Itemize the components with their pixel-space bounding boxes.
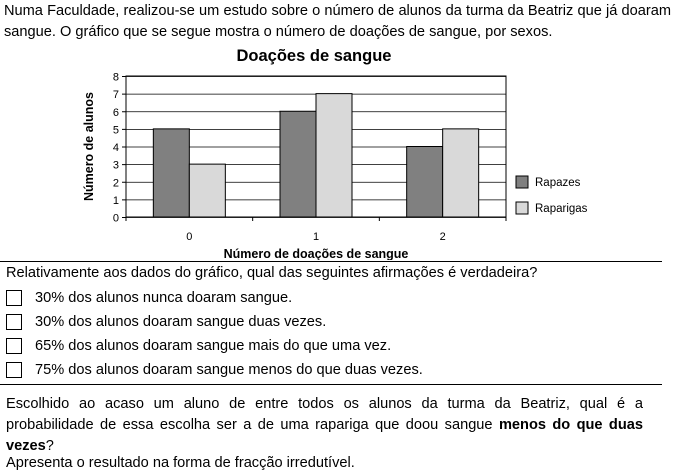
- question1-options: [6, 286, 423, 382]
- bar-rapazes-0: [153, 129, 189, 217]
- y-tick-label: 6: [112, 106, 119, 119]
- y-tick-label: 1: [112, 194, 119, 207]
- question2-text-start: Escolhido ao acaso um aluno de entre todos os alunos da turma da Beatriz, qual é a probabilidade de essa escolha ser a de uma rapariga que doou sangue: [6, 396, 643, 433]
- option-1-checkbox[interactable]: [6, 290, 22, 306]
- x-tick-label: 2: [439, 231, 446, 243]
- option-1[interactable]: [6, 286, 423, 310]
- option-3-checkbox[interactable]: [6, 338, 22, 354]
- x-axis-label: Número de doações de sangue: [223, 247, 409, 260]
- y-tick-label: 0: [112, 212, 119, 225]
- bar-raparigas-0: [189, 164, 225, 217]
- chart: [0, 44, 680, 260]
- legend-layer: [516, 176, 588, 215]
- y-tick-label: 7: [112, 89, 119, 102]
- y-tick-label: 3: [112, 159, 119, 172]
- option-3[interactable]: [6, 334, 423, 358]
- intro-paragraph: Numa Faculdade, realizou-se um estudo sobre o número de alunos da turma da Beatriz que já doaram sangue. O gráfico que se segue mostra o número de doações de sangue, por sexos.: [4, 3, 671, 40]
- y-tick-label: 8: [112, 71, 119, 84]
- y-tick-label: 4: [112, 142, 119, 154]
- option-2-checkbox[interactable]: [6, 314, 22, 330]
- question1-text: Relativamente aos dados do gráfico, qual das seguintes afirmações é verdadeira?: [6, 265, 538, 281]
- legend-label-raparigas: Raparigas: [535, 203, 588, 215]
- question2-instruction: Apresenta o resultado na forma de fracção irredutível.: [6, 455, 355, 471]
- question2-text: [6, 394, 643, 457]
- y-axis-label: Número de alunos: [82, 91, 96, 202]
- y-tick-label: 2: [112, 177, 119, 190]
- option-4-checkbox[interactable]: [6, 362, 22, 378]
- divider-bottom: [0, 384, 662, 385]
- chart-svg: [0, 44, 680, 260]
- option-3-label: 65% dos alunos doaram sangue mais do que uma vez.: [35, 338, 392, 354]
- x-tick-label: 1: [312, 231, 320, 243]
- chart-title: Doações de sangue: [236, 47, 392, 65]
- bar-raparigas-2: [443, 129, 479, 217]
- question2-text-end: ?: [45, 438, 54, 454]
- bar-raparigas-1: [316, 94, 352, 217]
- divider-top: [0, 261, 662, 262]
- bar-rapazes-2: [407, 147, 443, 218]
- question2-text-bold: menos do que duas vezes: [6, 417, 643, 454]
- legend-swatch-raparigas: [516, 202, 528, 214]
- option-2-label: 30% dos alunos doaram sangue duas vezes.: [35, 314, 327, 330]
- bar-rapazes-1: [280, 111, 316, 217]
- y-tick-label: 5: [112, 124, 119, 137]
- legend-label-rapazes: Rapazes: [535, 177, 581, 189]
- legend-swatch-rapazes: [516, 176, 528, 188]
- option-4[interactable]: [6, 358, 423, 382]
- option-2[interactable]: [6, 310, 423, 334]
- x-tick-label: 0: [186, 231, 193, 243]
- option-1-label: 30% dos alunos nunca doaram sangue.: [35, 290, 293, 306]
- option-4-label: 75% dos alunos doaram sangue menos do que duas vezes.: [35, 362, 423, 378]
